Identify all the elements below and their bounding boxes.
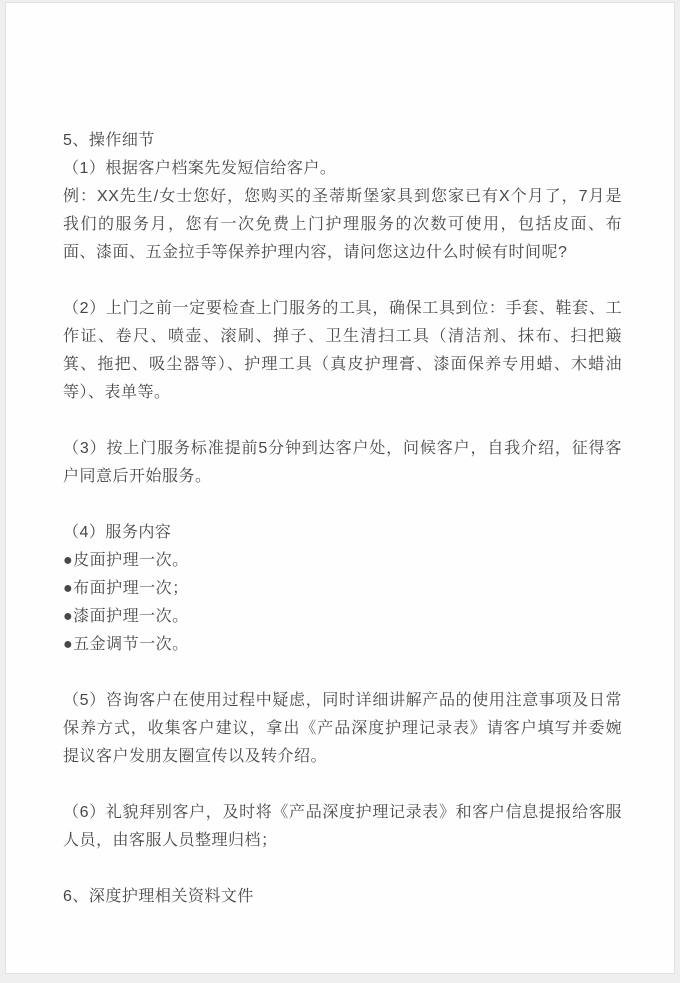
document-page xyxy=(5,2,675,974)
bullet-item: ●漆面护理一次。 xyxy=(63,608,189,625)
step-1-example-text: 例：XX先生/女士您好，您购买的圣蒂斯堡家具到您家已有X个月了，7月是我们的服务月，您有一次免费上门护理服务的次数可使用，包括皮面、布面、漆面、五金拉手等保养护理内容，请问您这边什么时候有时间呢? xyxy=(63,188,622,261)
bullet-item: ●布面护理一次； xyxy=(63,580,189,597)
section-6-heading: 6、深度护理相关资料文件 xyxy=(63,888,254,905)
section-5-heading: 5、操作细节 xyxy=(63,132,155,149)
step-2-text: （2）上门之前一定要检查上门服务的工具，确保工具到位：手套、鞋套、工作证、卷尺、喷壶、滚刷、掸子、卫生清扫工具（清洁剂、抹布、扫把簸箕、拖把、吸尘器等）、护理工具（真皮护理膏、漆面保养专用蜡、木蜡油等）、表单等。 xyxy=(63,300,622,401)
step-4-heading: （4）服务内容 xyxy=(63,524,172,541)
document-content xyxy=(6,3,674,911)
bullet-item: ●五金调节一次。 xyxy=(63,636,189,653)
section-5-block xyxy=(63,127,622,267)
step-3-text: （3）按上门服务标准提前5分钟到达客户处，问候客户，自我介绍，征得客户同意后开始服务。 xyxy=(63,440,622,485)
step-1-text: （1）根据客户档案先发短信给客户。 xyxy=(63,160,337,177)
step-4-block xyxy=(63,519,622,659)
bullet-item: ●皮面护理一次。 xyxy=(63,552,189,569)
step-5-text: （5）咨询客户在使用过程中疑虑，同时详细讲解产品的使用注意事项及日常保养方式，收集客户建议，拿出《产品深度护理记录表》请客户填写并委婉提议客户发朋友圈宣传以及转介绍。 xyxy=(63,692,622,765)
step-6-text: （6）礼貌拜别客户，及时将《产品深度护理记录表》和客户信息提报给客服人员，由客服人员整理归档； xyxy=(63,804,622,849)
